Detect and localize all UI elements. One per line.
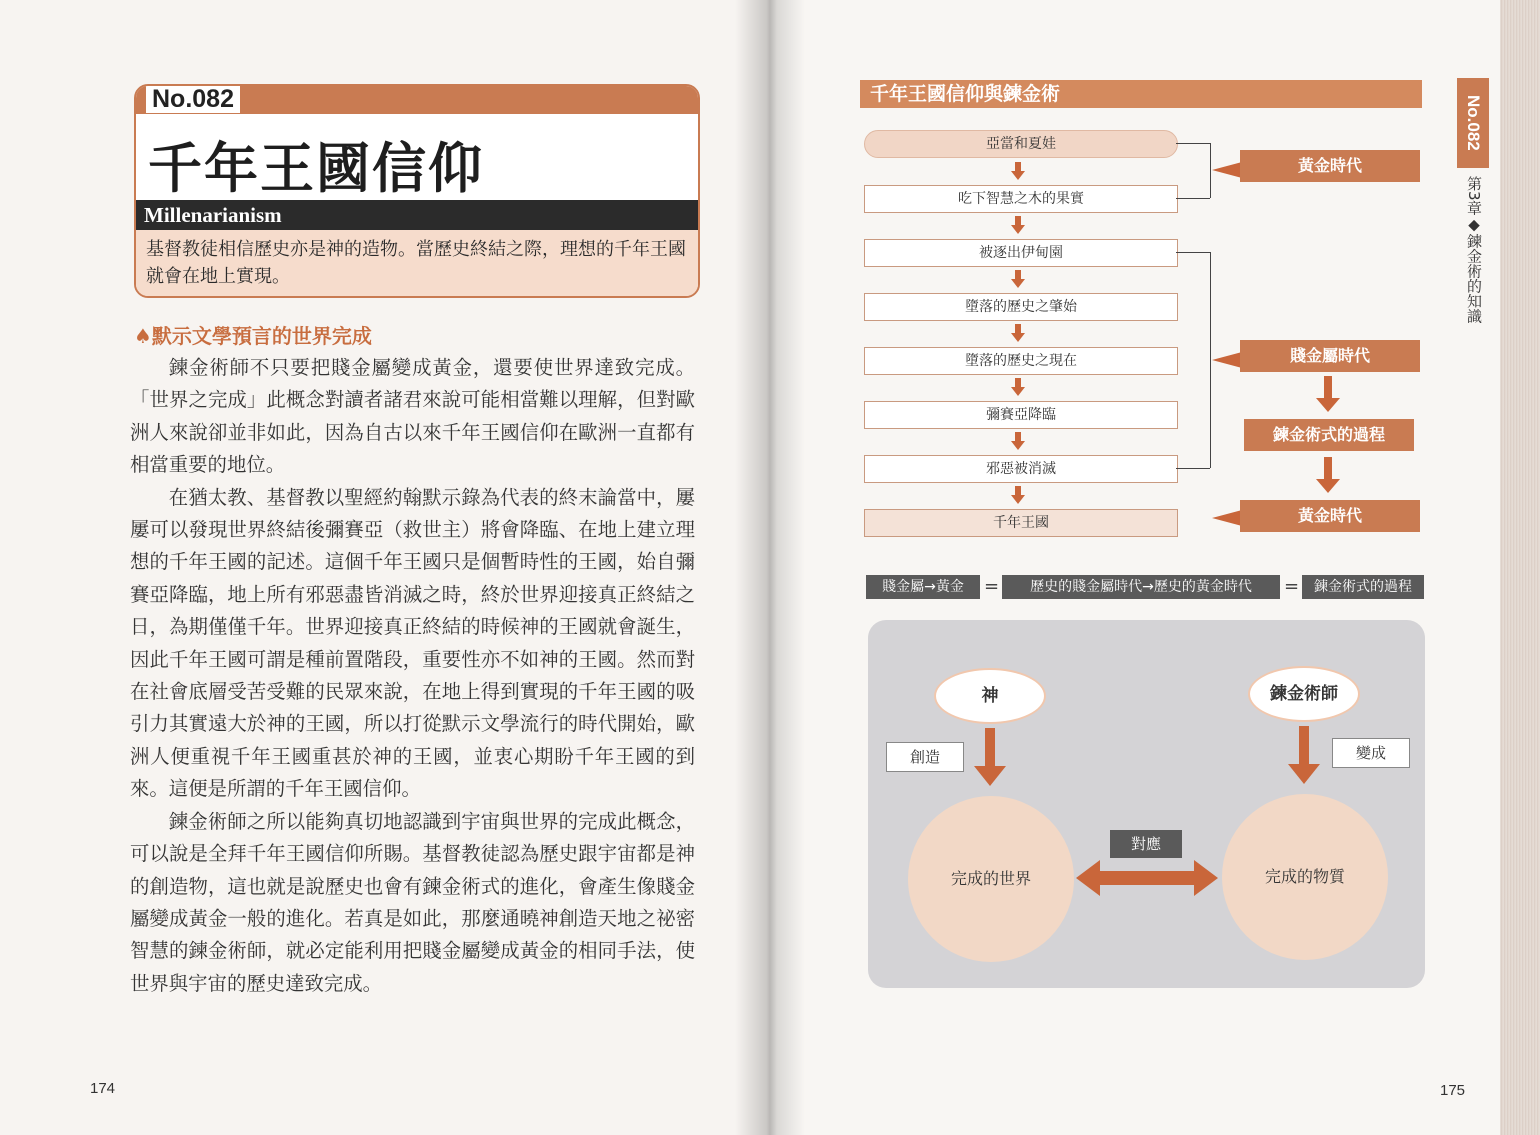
arrow-left-icon	[1212, 510, 1242, 526]
arrow-left-icon	[1212, 352, 1242, 368]
diagram-title: 千年王國信仰與鍊金術	[870, 83, 1061, 105]
bracket-line	[1210, 252, 1211, 468]
body-text	[130, 352, 695, 1000]
entry-number: No.082	[146, 85, 240, 113]
arrow-down-icon	[1011, 432, 1025, 450]
node-alchemist: 鍊金術師	[1248, 666, 1360, 722]
tag-alchemy-process: 鍊金術式的過程	[1244, 419, 1414, 451]
arrow-down-icon	[1011, 486, 1025, 504]
arrow-down-icon	[1320, 457, 1336, 493]
label-correspond: 對應	[1110, 830, 1182, 858]
arrow-left-icon	[1212, 162, 1242, 178]
bracket-line	[1210, 143, 1211, 198]
flow-step-expelled: 被逐出伊甸園	[864, 239, 1178, 267]
title-box	[134, 84, 700, 298]
equation-right: 鍊金術式的過程	[1302, 575, 1424, 599]
paragraph: 鍊金術師之所以能夠真切地認識到宇宙與世界的完成此概念，可以說是全拜千年王國信仰所賜。基督教徒認為歷史跟宇宙都是神的創造物，這也就是說歷史也會有鍊金術式的進化，會產生像賤金屬變成黃金一般的進化。若真是如此，那麼通曉神創造天地之祕密智慧的鍊金術師，就必定能利用把賤金屬變成黃金的相同手法，使世界與宇宙的歷史達致完成。	[130, 809, 695, 995]
bracket-line	[1176, 198, 1210, 199]
flow-step-adam-eve: 亞當和夏娃	[864, 130, 1178, 158]
bracket-line	[1176, 252, 1210, 253]
flow-step-evil-destroyed: 邪惡被消滅	[864, 455, 1178, 483]
tag-base-metal-age: 賤金屬時代	[1240, 340, 1420, 372]
equals-sign: =	[1284, 576, 1300, 597]
tag-golden-age-top: 黃金時代	[1240, 150, 1420, 182]
section-heading: ♠默示文學預言的世界完成	[134, 324, 372, 348]
paragraph: 鍊金術師不只要把賤金屬變成黃金，還要使世界達致完成。「世界之完成」此概念對讀者諸君來說可能相當難以理解，但對歐洲人來說卻並非如此，因為自古以來千年王國信仰在歐洲一直都有相當重要的地位。	[130, 356, 695, 477]
label-transform: 變成	[1332, 738, 1410, 768]
page-number-left: 174	[90, 1080, 116, 1097]
flow-step-fruit: 吃下智慧之木的果實	[864, 185, 1178, 213]
flow-step-fall-begins: 墮落的歷史之肇始	[864, 293, 1178, 321]
arrow-down-icon	[1011, 378, 1025, 396]
node-completed-world: 完成的世界	[908, 796, 1074, 962]
bracket-line	[1176, 468, 1210, 469]
flow-step-millennium: 千年王國	[864, 509, 1178, 537]
arrow-down-icon	[978, 728, 1002, 784]
equals-sign: =	[984, 576, 1000, 597]
node-god: 神	[934, 668, 1046, 724]
equation-left: 賤金屬→黃金	[866, 575, 980, 599]
summary-text: 基督教徒相信歷史亦是神的造物。當歷史終結之際，理想的千年王國就會在地上實現。	[146, 239, 686, 287]
flow-step-fall-present: 墮落的歷史之現在	[864, 347, 1178, 375]
arrow-down-icon	[1011, 216, 1025, 234]
flow-step-messiah: 彌賽亞降臨	[864, 401, 1178, 429]
double-arrow-icon	[1076, 858, 1218, 898]
arrow-down-icon	[1292, 726, 1316, 782]
arrow-down-icon	[1320, 376, 1336, 412]
arrow-down-icon	[1011, 162, 1025, 180]
page-number-right: 175	[1440, 1082, 1466, 1099]
side-tab-number: No.082	[1464, 95, 1483, 151]
page-title: 千年王國信仰	[148, 137, 484, 200]
bracket-line	[1176, 143, 1210, 144]
arrow-down-icon	[1011, 324, 1025, 342]
page-edges	[1500, 0, 1540, 1135]
paragraph: 在猶太教、基督教以聖經約翰默示錄為代表的終末論當中，屢屢可以發現世界終結後彌賽亞（救世主）將會降臨、在地上建立理想的千年王國的記述。這個千年王國只是個暫時性的王國，始自彌賽亞降臨，地上所有邪惡盡皆消滅之時，終於世界迎接真正終結之日，為期僅僅千年。世界迎接真正終結的時候神的王國就會誕生，因此千年王國可謂是種前置階段，重要性亦不如神的王國。然而對在社會底層受苦受難的民眾來說，在地上得到實現的千年王國的吸引力其實遠大於神的王國，所以打從默示文學流行的時代開始，歐洲人便重視千年王國重甚於神的王國，並衷心期盼千年王國的到來。這便是所謂的千年王國信仰。	[130, 485, 695, 801]
equation-middle: 歷史的賤金屬時代→歷史的黃金時代	[1002, 575, 1280, 599]
label-create: 創造	[886, 742, 964, 772]
book-gutter-shadow	[735, 0, 805, 1135]
english-title: Millenarianism	[144, 203, 282, 227]
tag-golden-age-bottom: 黃金時代	[1240, 500, 1420, 532]
node-completed-matter: 完成的物質	[1222, 794, 1388, 960]
arrow-down-icon	[1011, 270, 1025, 288]
chapter-label: 第3章◆鍊金術的知識	[1465, 176, 1483, 324]
